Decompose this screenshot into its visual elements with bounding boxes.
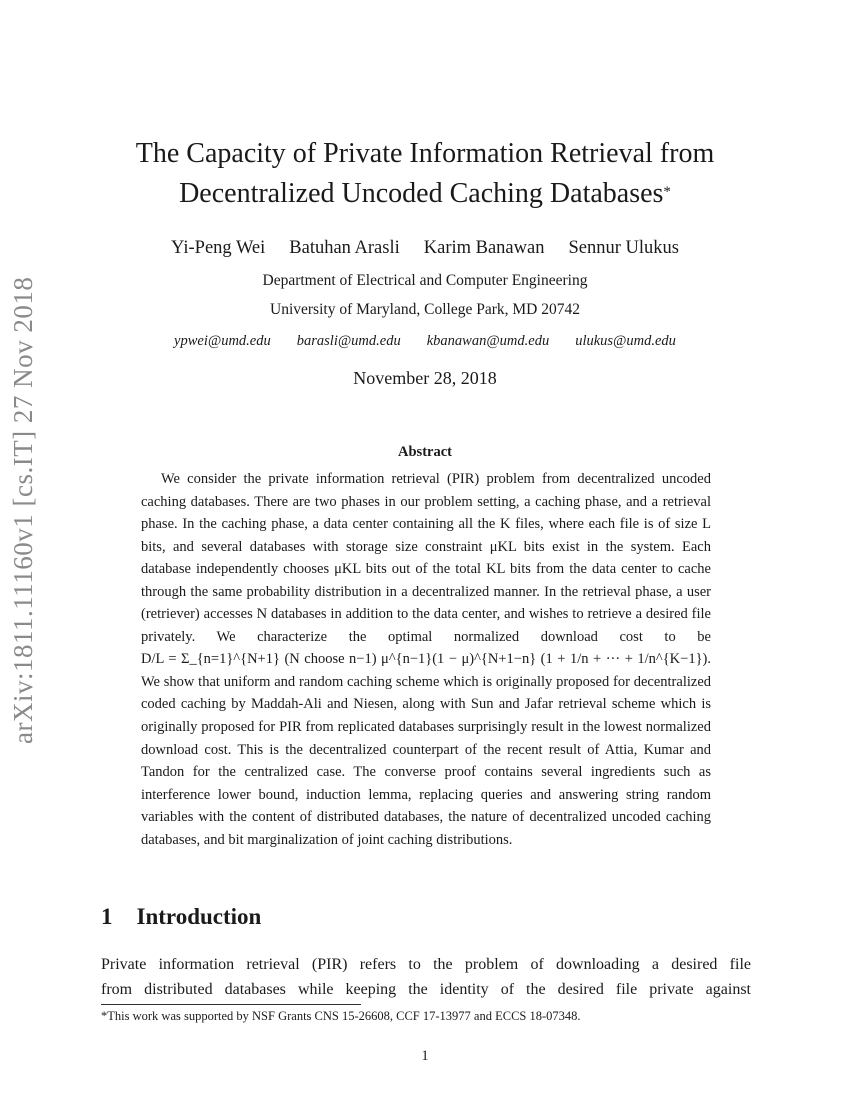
section-heading	[101, 904, 261, 930]
footnote-divider	[101, 1004, 361, 1005]
publication-date: November 28, 2018	[353, 368, 497, 388]
email-list	[95, 333, 755, 350]
author-name: Yi-Peng Wei	[171, 238, 266, 258]
intro-line: from distributed databases while keeping the identity of the desired file private against	[101, 980, 751, 998]
affiliation-department: Department of Electrical and Computer Engineering	[262, 272, 588, 289]
title-footnote-mark: *	[663, 184, 671, 200]
affiliation-university: University of Maryland, College Park, MD 20742	[270, 301, 580, 318]
email-address[interactable]: ulukus@umd.edu	[575, 333, 676, 349]
author-name: Sennur Ulukus	[568, 238, 679, 258]
section-number: 1	[101, 904, 113, 929]
introduction-body	[101, 953, 751, 1002]
email-address[interactable]: kbanawan@umd.edu	[426, 333, 550, 349]
title-line-2	[95, 174, 755, 214]
abstract-text-part-1: We consider the private information retrieval (PIR) problem from decentralized uncoded caching databases. There are two phases in our problem setting, a caching phase, and a retrieval phase. In the caching phase, a data center containing all the K files, where each file is of size L bits, and several databases with storage size constraint μKL bits exist in the system. Each database independently chooses μKL bits out of the total KL bits from the data center to cache through the same probability distribution in a decentralized manner. In the retrieval phase, a user (retriever) accesses N databases in addition to the data center, and wishes to retrieve a desired file privately. We characterize the optimal normalized download cost to be	[141, 471, 711, 645]
abstract-paragraph	[141, 468, 711, 851]
abstract-body	[141, 468, 711, 851]
author-name: Karim Banawan	[423, 238, 545, 258]
intro-line: Private information retrieval (PIR) refers to the problem of downloading a desired file	[101, 956, 751, 973]
author-list	[95, 238, 755, 259]
arxiv-identifier-stamp: arXiv:1811.11160v1 [cs.IT] 27 Nov 2018	[8, 276, 38, 744]
title-line-1: The Capacity of Private Information Retrieval from	[135, 138, 715, 169]
email-address[interactable]: barasli@umd.edu	[296, 333, 401, 349]
title-line-2-text: Decentralized Uncoded Caching Databases	[179, 178, 664, 209]
footnote-text: *This work was supported by NSF Grants CNS 15-26608, CCF 17-13977 and ECCS 18-07348.	[101, 1009, 581, 1023]
author-name: Batuhan Arasli	[289, 238, 400, 258]
page-number: 1	[421, 1048, 429, 1064]
abstract-text-part-2: We show that uniform and random caching scheme which is originally proposed for decentralized coded caching by Maddah-Ali and Niesen, along with Sun and Jafar retrieval scheme which is originally proposed for PIR from replicated databases surprisingly result in the lowest normalized download cost. This is the decentralized counterpart of the recent result of Attia, Kumar and Tandon for the centralized case. The converse proof contains several ingredients such as interference lower bound, induction lemma, replacing queries and answering string random variables with the content of distributed databases, the nature of decentralized uncoded caching databases, and bit marginalization of joint caching distributions.	[141, 673, 711, 848]
section-title: Introduction	[136, 904, 262, 929]
abstract-heading: Abstract	[398, 444, 452, 460]
download-cost-formula: D/L = Σ_{n=1}^{N+1} (N choose n−1) μ^{n−1}(1 − μ)^{N+1−n} (1 + 1/n + ··· + 1/n^{K−1}).	[141, 651, 711, 668]
email-address[interactable]: ypwei@umd.edu	[174, 333, 271, 349]
paper-title	[95, 134, 755, 214]
